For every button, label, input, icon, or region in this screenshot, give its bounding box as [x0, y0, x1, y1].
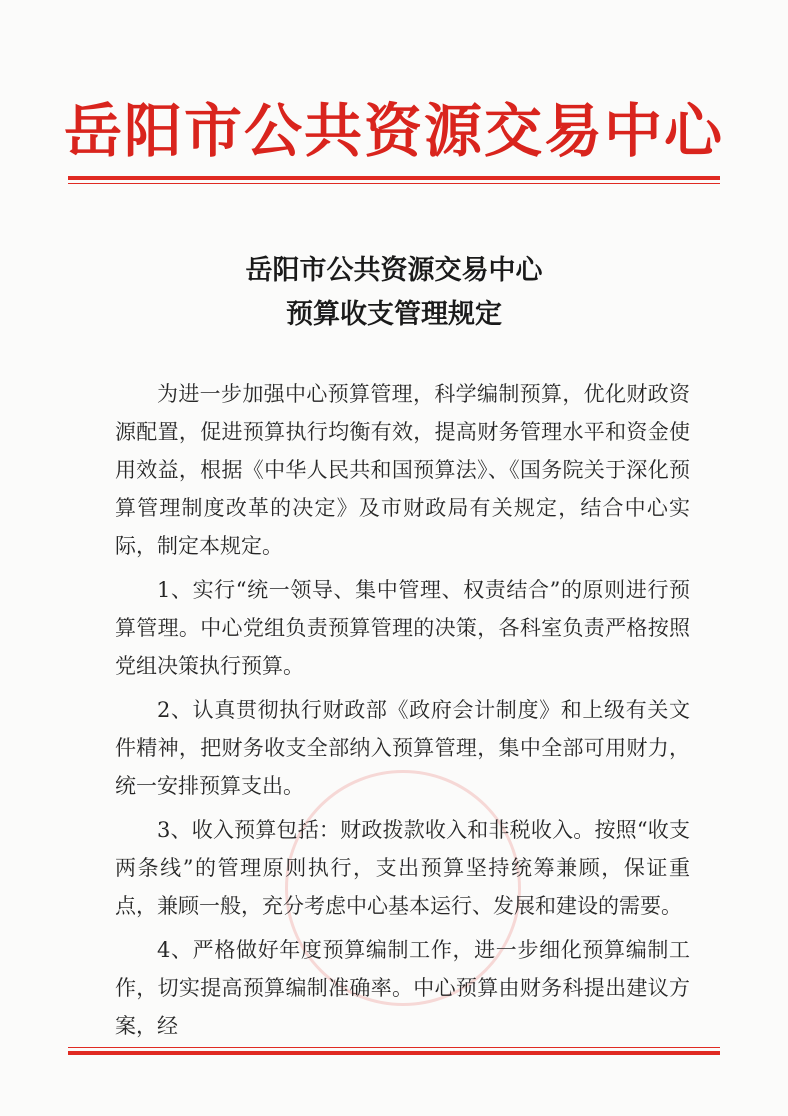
letterhead-rule-thick — [68, 176, 720, 180]
letterhead-rule-thin — [68, 183, 720, 184]
paragraph-item-1: 1、实行“统一领导、集中管理、权责结合”的原则进行预算管理。中心党组负责预算管理的决策，各科室负责严格按照党组决策执行预算。 — [115, 578, 690, 678]
paragraph-item-3: 3、收入预算包括：财政拨款收入和非税收入。按照“收支两条线”的管理原则执行，支出预算坚持统筹兼顾，保证重点，兼顾一般，充分考虑中心基本运行、发展和建设的需要。 — [115, 818, 690, 918]
letterhead-org-name: 岳阳市公共资源交易中心 — [63, 97, 724, 165]
footer-rule-thin — [68, 1047, 720, 1048]
document-title-line1: 岳阳市公共资源交易中心 — [245, 255, 543, 286]
footer-rule-thick — [68, 1051, 720, 1055]
paragraph-item-2: 2、认真贯彻执行财政部《政府会计制度》和上级有关文件精神，把财务收支全部纳入预算管理，集中全部可用财力，统一安排预算支出。 — [115, 698, 690, 798]
document-title-line2: 预算收支管理规定 — [286, 299, 502, 330]
paragraph-intro: 为进一步加强中心预算管理，科学编制预算，优化财政资源配置，促进预算执行均衡有效，提高财务管理水平和资金使用效益，根据《中华人民共和国预算法》、《国务院关于深化预算管理制度改革的决定》及市财政局有关规定，结合中心实际，制定本规定。 — [115, 382, 690, 558]
document-body — [115, 375, 690, 1051]
paragraph-item-4: 4、严格做好年度预算编制工作，进一步细化预算编制工作，切实提高预算编制准确率。中心预算由财务科提出建议方案，经 — [115, 938, 690, 1038]
